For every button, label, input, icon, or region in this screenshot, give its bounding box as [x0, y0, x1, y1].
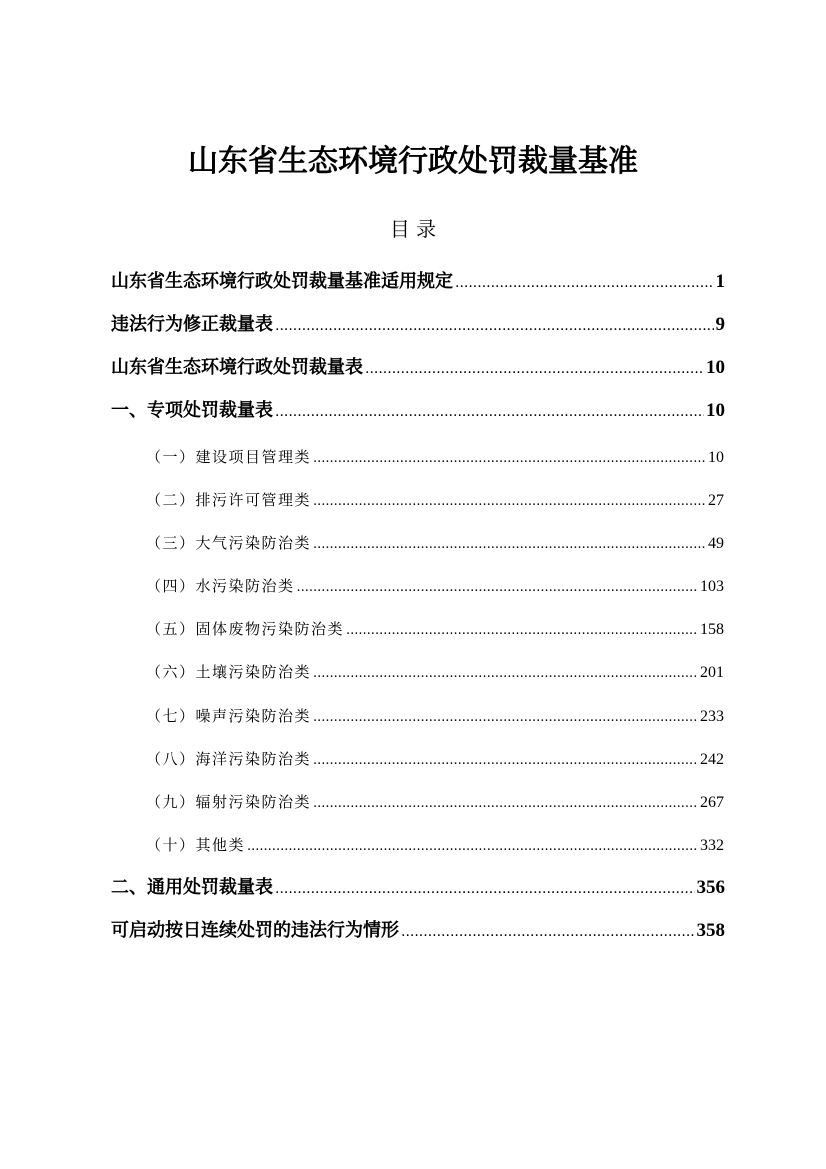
toc-dot-leader: [401, 917, 695, 945]
toc-entry[interactable]: [111, 874, 725, 902]
toc-entry[interactable]: [111, 354, 725, 382]
toc-entry-page: 10: [706, 357, 725, 378]
toc-dot-leader: [313, 704, 698, 728]
toc-dot-leader: [247, 833, 698, 857]
toc-dot-leader: [346, 617, 698, 641]
toc-entry[interactable]: [146, 488, 724, 512]
toc-entry-label: 违法行为修正裁量表: [111, 314, 273, 335]
toc-entry[interactable]: [146, 704, 724, 728]
toc-dot-leader: [275, 397, 704, 425]
toc-entry-page: 49: [708, 535, 724, 552]
toc-entry-label: （六）土壤污染防治类: [146, 663, 312, 681]
toc-entry-label: （三）大气污染防治类: [146, 534, 312, 552]
toc-entry-label: 二、通用处罚裁量表: [111, 877, 273, 898]
toc-dot-leader: [297, 574, 698, 598]
toc-entry[interactable]: [111, 311, 725, 339]
toc-entry-label: 可启动按日连续处罚的违法行为情形: [111, 920, 399, 941]
toc-dot-leader: [313, 445, 706, 469]
toc-dot-leader: [313, 660, 698, 684]
toc-entry-page: 267: [700, 794, 724, 811]
toc-entry[interactable]: [111, 917, 725, 945]
toc-entry-label: （一）建设项目管理类: [146, 448, 312, 466]
toc-entry[interactable]: [146, 531, 724, 555]
toc-entry[interactable]: [146, 747, 724, 771]
toc-entry-label: （七）噪声污染防治类: [146, 707, 312, 725]
toc-dot-leader: [275, 311, 714, 339]
toc-entry-page: 356: [696, 877, 725, 898]
toc-dot-leader: [313, 790, 698, 814]
toc-entry-label: （四）水污染防治类: [146, 577, 295, 595]
toc-dot-leader: [313, 531, 706, 555]
toc-entry-page: 10: [708, 449, 724, 466]
toc-dot-leader: [313, 488, 706, 512]
toc-entry-page: 1: [715, 271, 725, 292]
toc-entry-page: 103: [700, 578, 724, 595]
toc-entry-label: （九）辐射污染防治类: [146, 793, 312, 811]
toc-entry-label: （二）排污许可管理类: [146, 491, 312, 509]
toc-dot-leader: [313, 747, 698, 771]
toc-entry-page: 332: [700, 837, 724, 854]
toc-entry-page: 358: [696, 920, 725, 941]
toc-entry[interactable]: [111, 397, 725, 425]
toc-entry-page: 158: [700, 621, 724, 638]
toc-entry-label: （十）其他类: [146, 836, 246, 854]
toc-entry-page: 242: [700, 751, 724, 768]
toc-entry[interactable]: [111, 268, 725, 296]
toc-heading: 目 录: [389, 217, 437, 241]
toc-entry-label: （八）海洋污染防治类: [146, 750, 312, 768]
toc-entry-page: 233: [700, 708, 724, 725]
toc-dot-leader: [275, 874, 695, 902]
toc-entry-page: 9: [715, 314, 725, 335]
toc-entry[interactable]: [146, 574, 724, 598]
document-title: 山东省生态环境行政处罚裁量基准: [188, 144, 638, 179]
toc-entry-label: （五）固体废物污染防治类: [146, 620, 345, 638]
toc-entry[interactable]: [146, 445, 724, 469]
toc-dot-leader: [365, 354, 704, 382]
toc-entry-page: 10: [706, 400, 725, 421]
toc-entry[interactable]: [146, 790, 724, 814]
toc-entry-label: 山东省生态环境行政处罚裁量基准适用规定: [111, 271, 453, 292]
toc-dot-leader: [455, 268, 714, 296]
toc-entry-page: 27: [708, 492, 724, 509]
toc-entry[interactable]: [146, 833, 724, 857]
toc-entry-label: 山东省生态环境行政处罚裁量表: [111, 357, 363, 378]
toc-entry[interactable]: [146, 660, 724, 684]
toc-entry[interactable]: [146, 617, 724, 641]
toc-entry-page: 201: [700, 664, 724, 681]
toc-entry-label: 一、专项处罚裁量表: [111, 400, 273, 421]
